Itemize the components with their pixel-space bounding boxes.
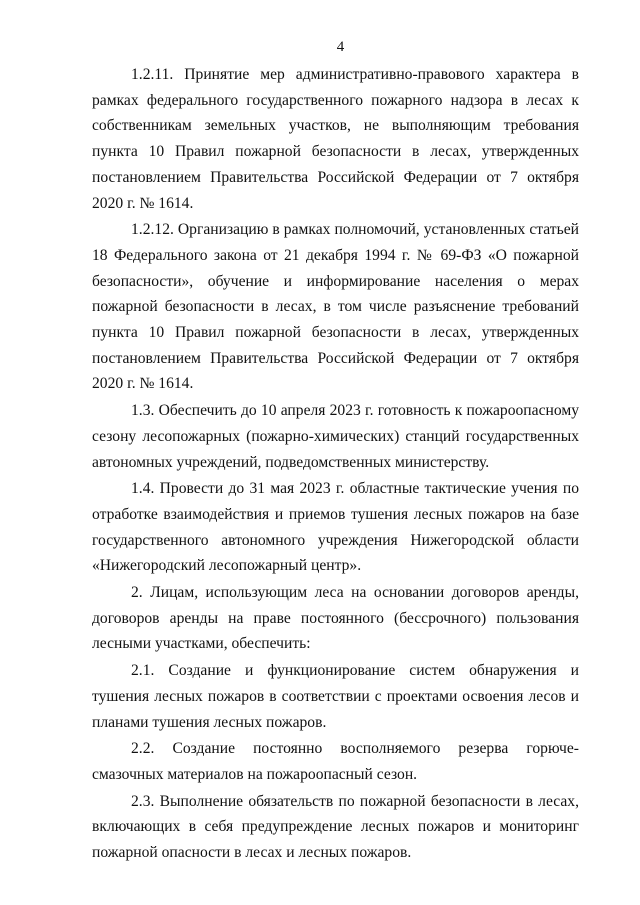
paragraph-1-4: 1.4. Провести до 31 мая 2023 г. областные тактические учения по отработке взаимодействия и приемов тушения лесных пожаров на базе государственного автономного учреждения Нижегородской области «Нижегородский лесопожарный центр». <box>92 480 579 575</box>
paragraph-2: 2. Лицам, использующим леса на основании договоров аренды, договоров аренды на праве постоянного (бессрочного) пользования лесными участками, обеспечить: <box>92 584 579 653</box>
paragraph-2-1: 2.1. Создание и функционирование систем обнаружения и тушения лесных пожаров в соответствии с проектами освоения лесов и планами тушения лесных пожаров. <box>92 662 579 731</box>
paragraph-1-2-11: 1.2.11. Принятие мер административно-правового характера в рамках федерального государственного пожарного надзора в лесах к собственникам земельных участков, не выполняющим требования пункта 10 Правил пожарной безопасности в лесах, утвержденных постановлением Правительства Российской Федерации от 7 октября 2020 г. № 1614. <box>92 66 579 212</box>
paragraph-2-3: 2.3. Выполнение обязательств по пожарной безопасности в лесах, включающих в себя предупреждение лесных пожаров и мониторинг пожарной опасности в лесах и лесных пожаров. <box>92 792 579 862</box>
paragraph-1-3: 1.3. Обеспечить до 10 апреля 2023 г. готовность к пожароопасному сезону лесопожарных (пожарно-химических) станций государственных автономных учреждений, подведомственных министерству. <box>92 402 579 471</box>
paragraph-2-2: 2.2. Создание постоянно восполняемого резерва горюче-смазочных материалов на пожароопасный сезон. <box>92 740 579 783</box>
page-number: 4 <box>336 39 345 55</box>
paragraph-1-2-12: 1.2.12. Организацию в рамках полномочий, установленных статьей 18 Федерального закона от 21 декабря 1994 г. № 69-ФЗ «О пожарной безопасности», обучение и информирование населения о мерах пожарной безопасности в лесах, в том числе разъяснение требований пункта 10 Правил пожарной безопасности в лесах, утвержденных постановлением Правительства Российской Федерации от 7 октября 2020 г. № 1614. <box>92 221 579 393</box>
